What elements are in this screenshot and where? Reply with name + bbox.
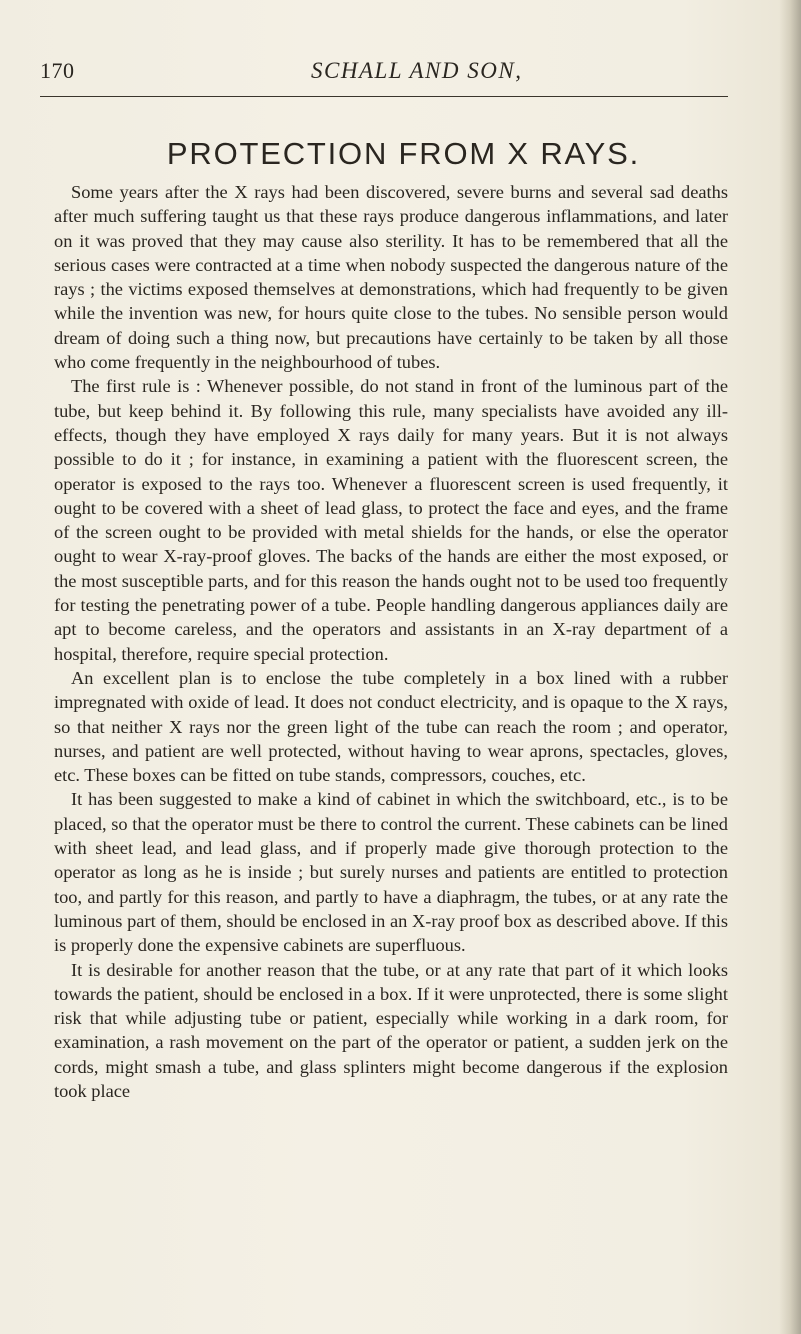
running-head: SCHALL AND SON, [311, 58, 523, 83]
paragraph: Some years after the X rays had been discovered, severe burns and several sad deaths after much suffering taught us that these rays produce dangerous inflammations, and later on it was proved that they may cause also sterility. It has to be remembered that all the serious cases were contracted at a time when nobody suspected the dangerous nature of the rays ; the victims exposed themselves at demonstrations, which had frequently to be given while the invention was new, for hours quite close to the tubes. No sensible person would dream of doing such a thing now, but precautions have certainly to be taken by all those who come frequently in the neighbourhood of tubes. [54, 182, 728, 373]
page-number: 170 [40, 58, 75, 83]
page-gutter-shadow [779, 0, 801, 1334]
paragraph: The first rule is : Whenever possible, do not stand in front of the luminous part of the tube, but keep behind it. By following this rule, many specialists have avoided any ill-effects, though they have employed X rays daily for many years. But it is not always possible to do it ; for instance, in examining a patient with the fluorescent screen, the operator is exposed to the rays too. Whenever a fluorescent screen is used frequently, it ought to be covered with a sheet of lead glass, to protect the face and eyes, and the frame of the screen ought to be provided with metal shields for the hands, or else the operator ought to wear X-ray-proof gloves. The backs of the hands are either the most exposed, or the most susceptible parts, and for this reason the hands ought not to be used too frequently for testing the penetrating power of a tube. People handling dangerous appliances daily are apt to become careless, and the operators and assistants in an X-ray department of a hospital, therefore, require special protection. [54, 376, 728, 664]
body-text [54, 180, 728, 1103]
section-title: PROTECTION FROM X RAYS. [166, 136, 641, 171]
paragraph: An excellent plan is to enclose the tube completely in a box lined with a rubber impregnated with oxide of lead. It does not conduct electricity, and is opaque to the X rays, so that neither X rays nor the green light of the tube can reach the room ; and operator, nurses, and patient are well protected, without having to wear aprons, spectacles, gloves, etc. These boxes can be fitted on tube stands, compressors, couches, etc. [54, 667, 728, 786]
paragraph: It has been suggested to make a kind of cabinet in which the switchboard, etc., is to be placed, so that the operator must be there to control the current. These cabinets can be lined with sheet lead, and lead glass, and if properly made give thorough protection to the operator as long as he is inside ; but surely nurses and patients are entitled to protection too, and partly for this reason, and partly to have a diaphragm, the tubes, or at any rate the luminous part of them, should be enclosed in an X-ray proof box as described above. If this is properly done the expensive cabinets are superfluous. [54, 789, 728, 956]
paragraph: It is desirable for another reason that the tube, or at any rate that part of it which looks towards the patient, should be enclosed in a box. If it were unprotected, there is some slight risk that while adjusting tube or patient, especially while working in a dark room, for examination, a rash movement on the part of the operator or patient, a sudden jerk on the cords, might smash a tube, and glass splinters might become dangerous if the explosion took place [54, 959, 728, 1101]
header-rule [40, 96, 728, 97]
page-header [40, 58, 728, 98]
